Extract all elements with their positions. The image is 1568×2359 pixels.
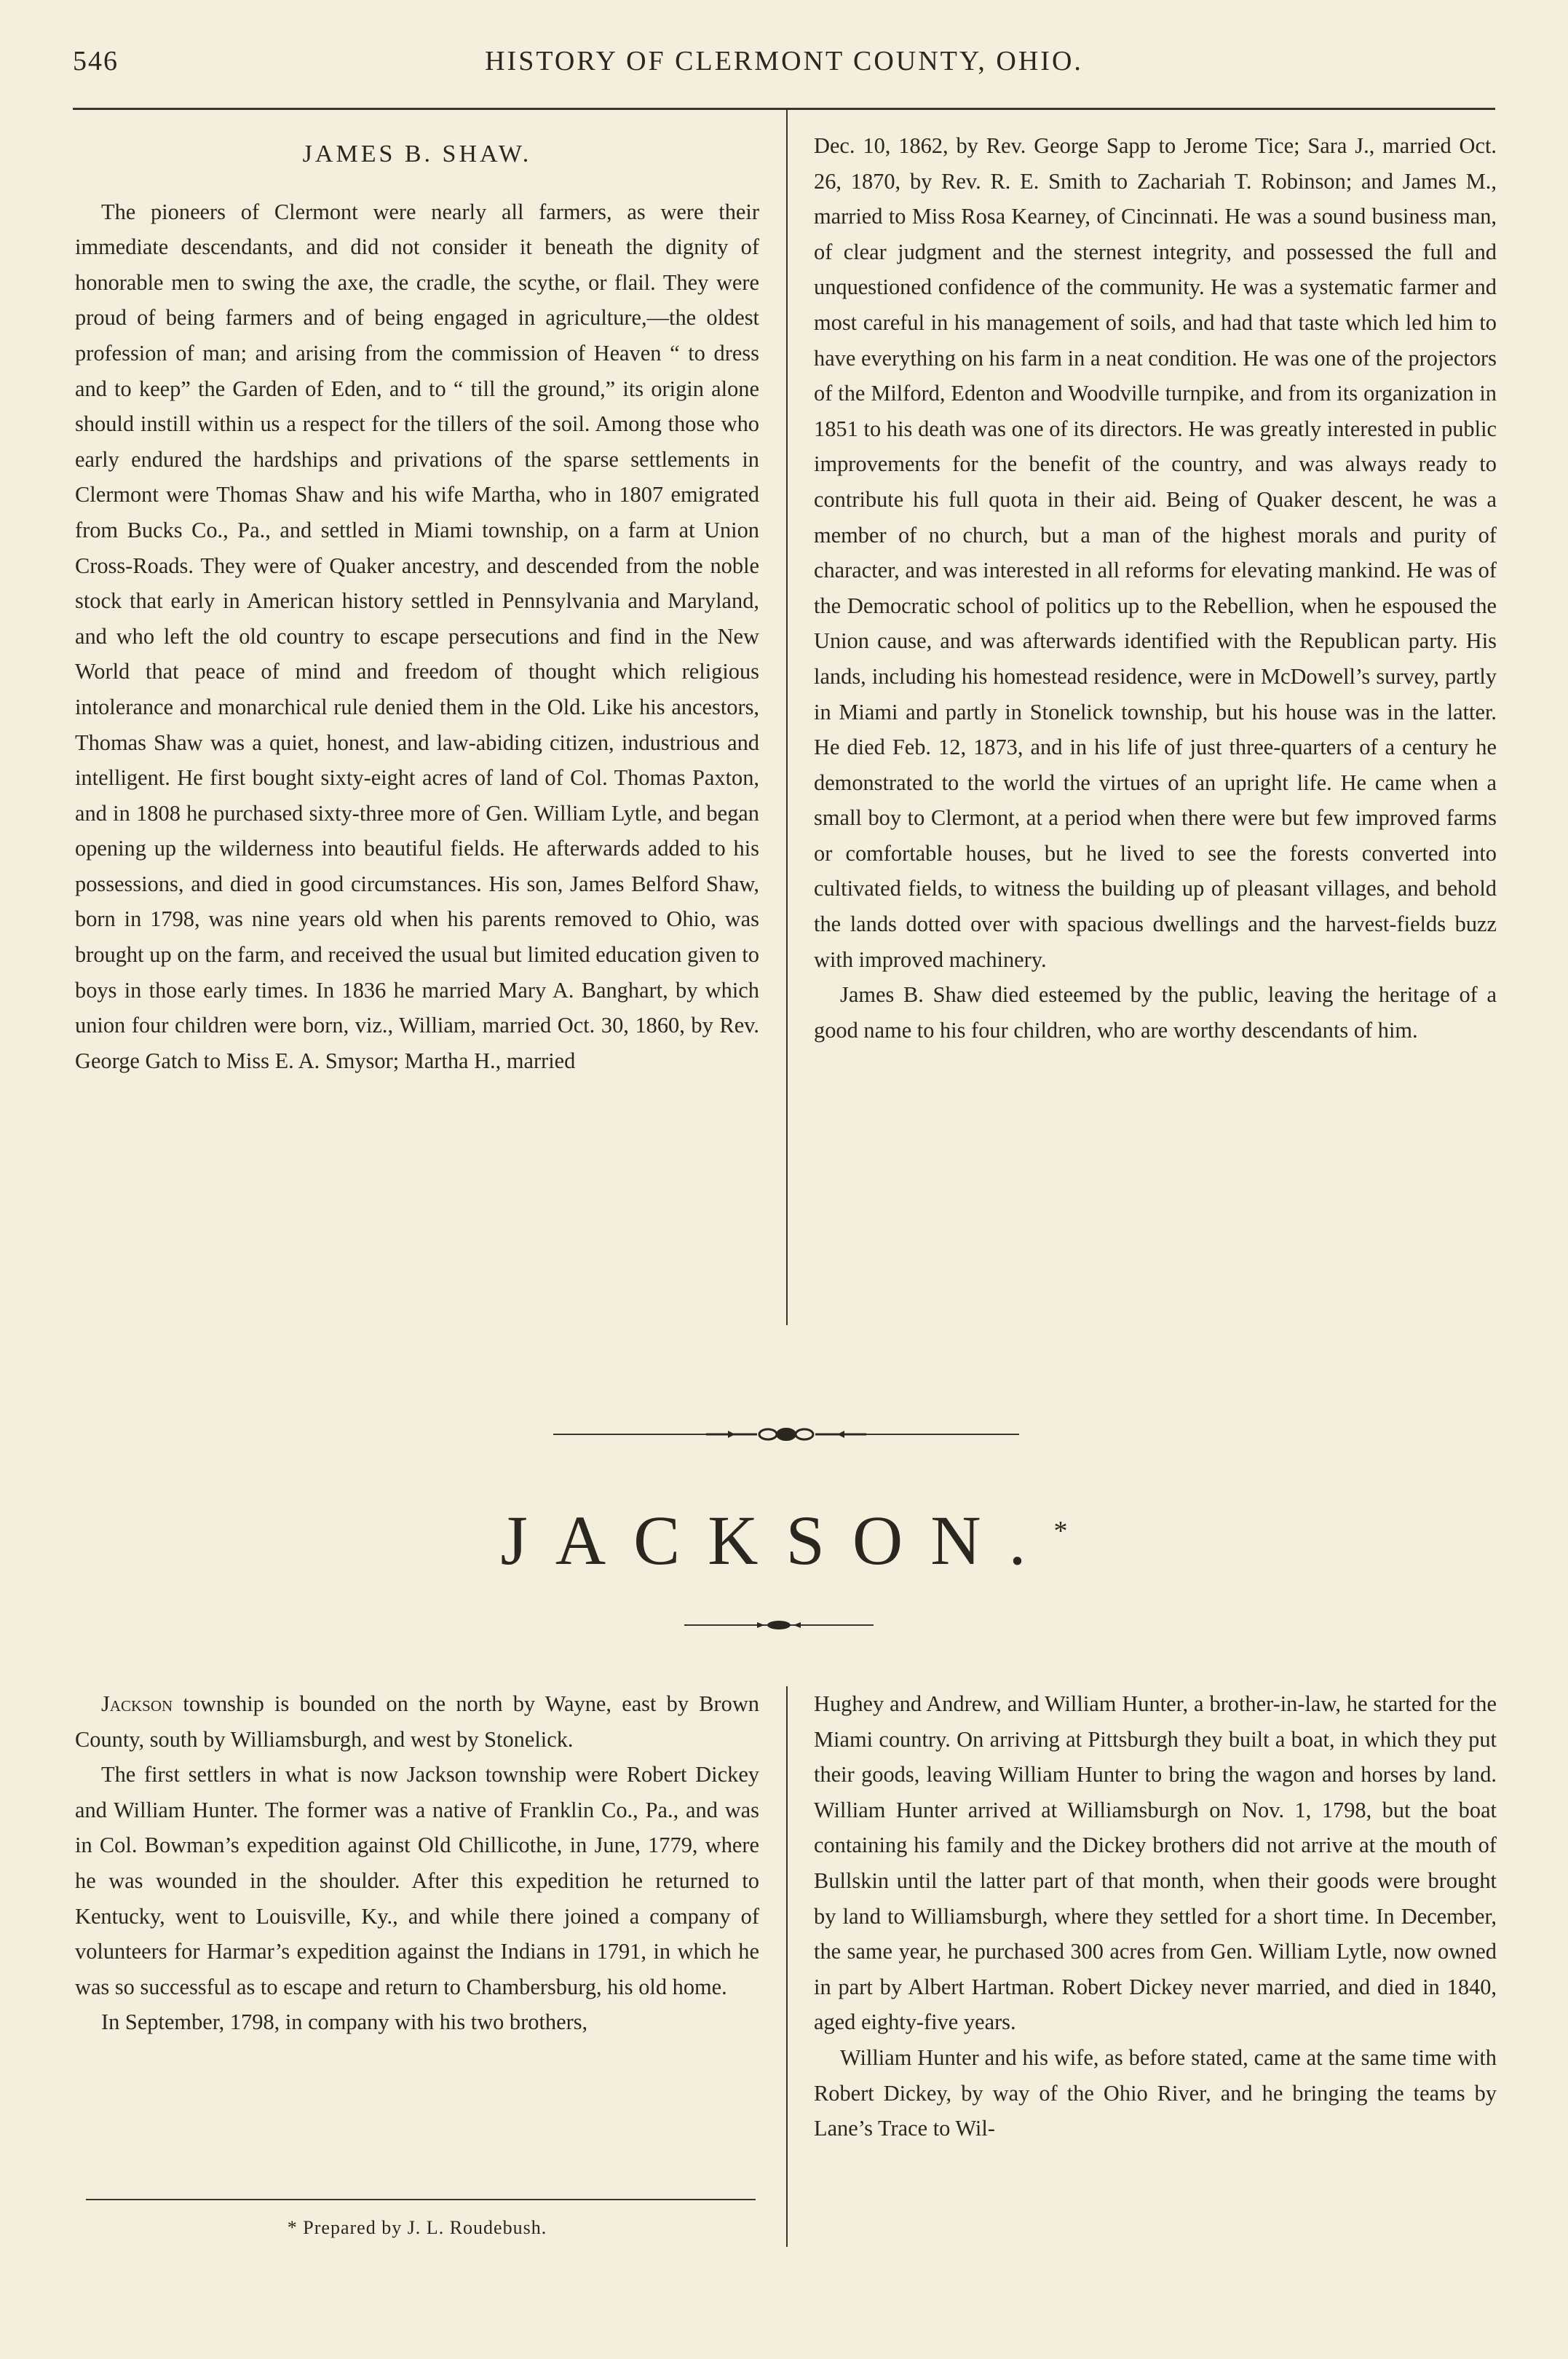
biography-right-column <box>814 128 1497 1048</box>
column-divider-bottom <box>786 1686 788 2247</box>
biography-paragraph-1: The pioneers of Clermont were nearly all farmers, as were their immediate descendants, and did not consider it beneath the dignity of honorable men to swing the axe, the cradle, the scythe, or flail. They were proud of being farmers and of being engaged in agriculture,—the oldest profession of man; and arising from the commission of Heaven “ to dress and to keep” the Garden of Eden, and to “ till the ground,” its origin alone should instill within us a respect for the tillers of the soil. Among those who early endured the hardships and privations of the sparse settlements in Clermont were Thomas Shaw and his wife Martha, who in 1807 emigrated from Bucks Co., Pa., and settled in Miami township, on a farm at Union Cross-Roads. They were of Quaker ancestry, and descended from the noble stock that early in American history settled in Pennsylvania and Maryland, and who left the old country to escape persecutions and find in the New World that peace of mind and freedom of thought which religious intolerance and monarchical rule denied them in the Old. Like his ancestors, Thomas Shaw was a quiet, honest, and law-abiding citizen, industrious and intelligent. He first bought sixty-eight acres of land of Col. Thomas Paxton, and in 1808 he purchased sixty-three more of Gen. William Lytle, and began opening up the wilderness into beautiful fields. He afterwards added to his possessions, and died in good circumstances. His son, James Belford Shaw, born in 1798, was nine years old when his parents removed to Ohio, was brought up on the farm, and received the usual but limited education given to boys in those early times. In 1836 he married Mary A. Banghart, by which union four children were born, viz., William, married Oct. 30, 1860, by Rev. George Gatch to Miss E. A. Smysor; Martha H., married <box>75 199 759 1073</box>
jackson-paragraph-3: In September, 1798, in company with his two brothers, <box>101 2010 588 2035</box>
jackson-paragraph-1-text: township is bounded on the north by Wayne, east by Brown County, south by Williamsburgh, and west by Stonelick. <box>75 1691 759 1752</box>
footnote: * Prepared by J. L. Roudebush. <box>287 2217 547 2238</box>
running-head <box>73 45 1495 89</box>
biography-heading: JAMES B. SHAW. <box>302 141 532 167</box>
heading-underline-ornament <box>684 1616 874 1634</box>
biography-paragraph-2: James B. Shaw died esteemed by the public, leaving the heritage of a good name to his four children, who are worthy descendants of him. <box>814 982 1497 1043</box>
running-title: HISTORY OF CLERMONT COUNTY, OHIO. <box>485 46 1083 76</box>
footnote-rule <box>86 2199 756 2200</box>
jackson-heading-text: JACKSON. <box>500 1501 1054 1579</box>
biography-left-column <box>75 128 759 1078</box>
column-divider-top <box>786 108 788 1325</box>
jackson-paragraph-3-continued: Hughey and Andrew, and William Hunter, a brother-in-law, he started for the Miami country. On arriving at Pittsburgh they built a boat, in which they put their goods, leaving William Hunter to bring the wagon and horses by land. William Hunter arrived at Williamsburgh on Nov. 1, 1798, but the boat containing his family and the Dickey brothers did not arrive at the mouth of Bullskin until the latter part of that month, when their goods were brought by land to Williamsburgh, where they settled for a short time. In December, the same year, he purchased 300 acres from Gen. William Lytle, now owned in part by Albert Hartman. Robert Dickey never married, and died in 1840, aged eighty-five years. <box>814 1691 1497 2035</box>
section-divider-ornament <box>553 1423 1019 1445</box>
jackson-lead-word: Jackson <box>101 1691 173 1716</box>
biography-paragraph-1-continued: Dec. 10, 1862, by Rev. George Sapp to Jerome Tice; Sara J., married Oct. 26, 1870, by Rev. R. E. Smith to Zachariah T. Robinson; and James M., married to Miss Rosa Kearney, of Cincinnati. He was a sound business man, of clear judgment and the sternest integrity, and possessed the full and unquestioned confidence of the community. He was a systematic farmer and most careful in his management of soils, and had that taste which led him to have everything on his farm in a neat condition. He was one of the projectors of the Milford, Edenton and Woodville turnpike, and from its organization in 1851 to his death was one of its directors. He was greatly interested in public improvements for the benefit of the country, and was always ready to contribute his full quota in their aid. Being of Quaker descent, he was a member of no church, but a man of the highest morals and purity of character, and was interested in all reforms for elevating mankind. He was of the Democratic school of politics up to the Rebellion, when he espoused the Union cause, and was afterwards identified with the Republican party. His lands, including his homestead residence, were in McDowell’s survey, partly in Miami and partly in Stonelick township, but his house was in the latter. He died Feb. 12, 1873, and in his life of just three-quarters of a century he demonstrated to the world the virtues of an upright life. He came when a small boy to Clermont, at a period when there were but few improved farms or comfortable houses, but he lived to see the forests converted into cultivated fields, to witness the building up of pleasant villages, and behold the lands dotted over with spacious dwellings and the harvest-fields buzz with improved machinery. <box>814 133 1497 972</box>
jackson-right-column <box>814 1686 1497 2146</box>
jackson-paragraph-2: The first settlers in what is now Jackson township were Robert Dickey and William Hunter. The former was a native of Franklin Co., Pa., and was in Col. Bowman’s expedition against Old Chillicothe, in June, 1779, where he was wounded in the shoulder. After this expedition he returned to Kentucky, went to Louisville, Ky., and while there joined a company of volunteers for Harmar’s expedition against the Indians in 1791, in which he was so successful as to escape and return to Chambersburg, his old home. <box>75 1762 759 1999</box>
page-number: 546 <box>73 46 119 76</box>
jackson-left-column <box>75 1686 759 2040</box>
jackson-paragraph-1 <box>75 1686 759 1757</box>
jackson-paragraph-4: William Hunter and his wife, as before stated, came at the same time with Robert Dickey, by way of the Ohio River, and he bringing the teams by Lane’s Trace to Wil- <box>814 2044 1497 2141</box>
jackson-footnote-mark: * <box>1053 1516 1068 1546</box>
header-rule <box>73 108 1495 110</box>
jackson-heading <box>0 1500 1568 1581</box>
